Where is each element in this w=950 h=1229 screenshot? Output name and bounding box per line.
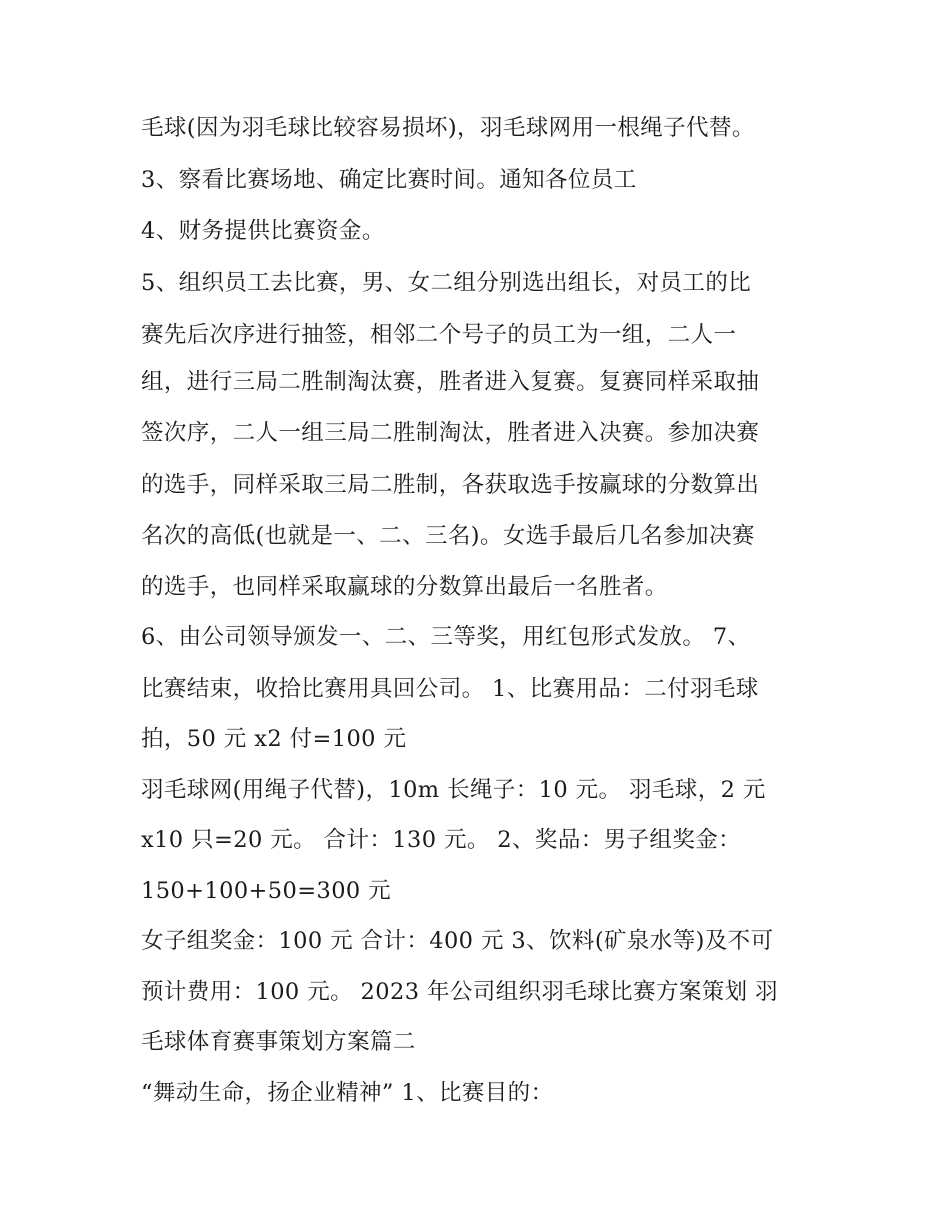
- text-line: 4、财务提供比赛资金。: [141, 218, 385, 244]
- text-line: “舞动生命，扬企业精神” 1、比赛目的：: [141, 1080, 554, 1106]
- text-line: 羽毛球网(用绳子代替)，10m 长绳子：10 元。 羽毛球，2 元: [141, 777, 766, 803]
- text-line: 名次的高低(也就是一、二、三名)。女选手最后几名参加决赛: [141, 523, 755, 549]
- text-line: 6、由公司领导颁发一、二、三等奖，用红包形式发放。 7、: [141, 624, 751, 650]
- text-line: 的选手，同样采取三局二胜制，各获取选手按赢球的分数算出: [141, 472, 760, 498]
- text-line: 签次序，二人一组三局二胜制淘汰，胜者进入决赛。参加决赛: [141, 420, 760, 446]
- text-line: 拍，50 元 x2 付=100 元: [141, 726, 407, 752]
- text-line: 赛先后次序进行抽签，相邻二个号子的员工为一组，二人一: [141, 322, 737, 348]
- text-line: 5、组织员工去比赛，男、女二组分别选出组长，对员工的比: [141, 270, 752, 296]
- text-line: 3、察看比赛场地、确定比赛时间。通知各位员工: [141, 167, 637, 193]
- text-line: 的选手，也同样采取赢球的分数算出最后一名胜者。: [141, 574, 668, 600]
- text-line: x10 只=20 元。 合计：130 元。 2、奖品：男子组奖金：: [141, 827, 742, 853]
- text-line: 比赛结束，收拾比赛用具回公司。 1、比赛用品：二付羽毛球: [141, 676, 759, 702]
- text-line: 女子组奖金：100 元 合计：400 元 3、饮料(矿泉水等)及不可: [141, 928, 774, 954]
- text-line: 毛球体育赛事策划方案篇二: [141, 1029, 416, 1055]
- text-line: 预计费用：100 元。 2023 年公司组织羽毛球比赛方案策划 羽: [141, 979, 779, 1005]
- text-line: 150+100+50=300 元: [141, 878, 392, 904]
- text-line: 毛球(因为羽毛球比较容易损坏)，羽毛球网用一根绳子代替。: [141, 115, 755, 141]
- text-line: 组，进行三局二胜制淘汰赛，胜者进入复赛。复赛同样采取抽: [141, 369, 760, 395]
